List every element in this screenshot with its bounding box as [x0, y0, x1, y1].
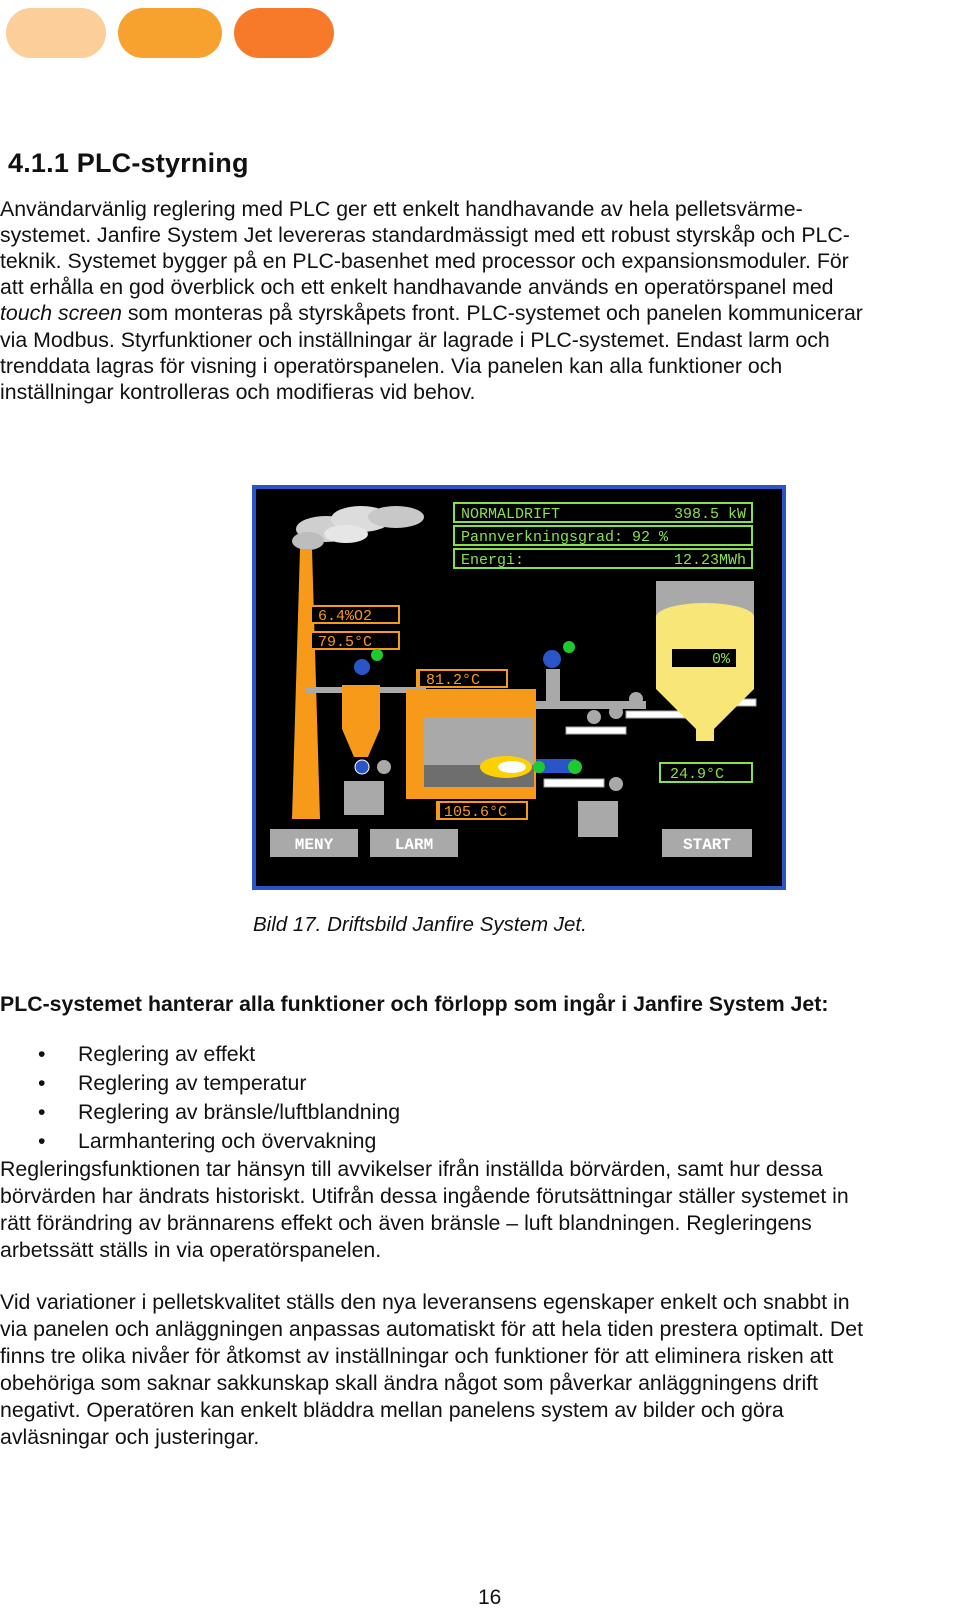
return-temp-value: 105.6°C	[444, 804, 508, 821]
intro-line: Användarvänlig reglering med PLC ger ett enkelt handhavande av hela pelletsvärme-	[0, 197, 803, 221]
intro-line: att erhålla en god överblick och ett enkelt handhavande används en operatörspanel med	[0, 275, 834, 299]
header-pill-light	[6, 8, 106, 58]
cyclone-separator	[342, 649, 391, 815]
status-label: NORMALDRIFT	[461, 506, 561, 523]
chimney	[292, 549, 320, 819]
list-item-text: Reglering av bränsle/luftblandning	[78, 1100, 401, 1124]
silo-level-value: 0%	[711, 651, 730, 668]
functions-list	[36, 1040, 400, 1156]
bullet-glyph: •	[38, 1071, 46, 1095]
bullet-glyph: •	[38, 1129, 46, 1153]
functions-heading: PLC-systemet hanterar alla funktioner och förlopp som ingår i Janfire System Jet:	[0, 992, 829, 1016]
list-item	[36, 1127, 400, 1156]
intro-line: trenddata lagras för visning i operatörspanelen. Via panelen kan alla funktioner och	[0, 354, 783, 378]
operator-panel-screenshot	[252, 485, 786, 890]
bullet-glyph: •	[38, 1042, 46, 1066]
intro-line: inställningar kontrolleras och modifieras vid behov.	[0, 380, 476, 404]
outdoor-temp-value: 24.9°C	[670, 766, 725, 783]
list-item-text: Reglering av effekt	[78, 1042, 256, 1066]
alarm-button-label: LARM	[394, 836, 434, 854]
section-heading: 4.1.1 PLC-styrning	[8, 148, 249, 178]
boiler	[406, 641, 582, 799]
alarm-button[interactable]	[370, 829, 458, 857]
ash-bin	[578, 801, 618, 837]
o2-value: 6.4%O2	[318, 608, 373, 625]
boiler-temp-value: 81.2°C	[426, 672, 481, 689]
list-item-text: Reglering av temperatur	[78, 1071, 307, 1095]
intro-italic-term: touch screen	[0, 301, 122, 325]
status-display	[454, 503, 752, 569]
figure-caption: Bild 17. Driftsbild Janfire System Jet.	[253, 913, 587, 936]
ash-conveyor	[544, 779, 604, 787]
intro-line: via Modbus. Styrfunktioner och inställningar är lagrade i PLC-systemet. Endast larm och	[0, 328, 830, 352]
paragraph-line: rätt förändring av brännarens effekt och även bränsle – luft blandningen. Regleringens	[0, 1211, 812, 1235]
intro-line-rest: som monteras på styrskåpets front. PLC-systemet och panelen kommunicerar	[121, 301, 863, 325]
chimney-smoke	[292, 506, 424, 550]
header-decoration	[4, 8, 344, 60]
paragraph-line: börvärden har ändrats historiskt. Utifrån dessa ingående förutsättningar ställer systemet in	[0, 1184, 849, 1208]
paragraph-line: negativt. Operatören kan enkelt bläddra mellan panelens system av bilder och göra	[0, 1398, 784, 1422]
header-pill-mid	[118, 8, 222, 58]
paragraph-line: Vid variationer i pelletskvalitet ställs den nya leveransens egenskaper enkelt och snabbt in	[0, 1290, 850, 1314]
page-number: 16	[478, 1586, 502, 1609]
energy-value: 12.23MWh	[673, 552, 746, 569]
list-item-text: Larmhantering och övervakning	[78, 1129, 377, 1153]
start-button[interactable]	[662, 829, 752, 857]
paragraph-line: via panelen och anläggningen anpassas automatiskt för att hela tiden prestera optimalt. Det	[0, 1317, 864, 1341]
list-item	[36, 1040, 400, 1069]
intro-line: teknik. Systemet bygger på en PLC-basenhet med processor och expansionsmoduler. För	[0, 249, 849, 273]
paragraph-line: avläsningar och justeringar.	[0, 1425, 260, 1449]
list-item	[36, 1069, 400, 1098]
list-item	[36, 1098, 400, 1127]
paragraph-line: Regleringsfunktionen tar hänsyn till avvikelser ifrån inställda börvärden, samt hur dessa	[0, 1157, 823, 1181]
menu-button-label: MENY	[294, 836, 334, 854]
paragraph-line: finns tre olika nivåer för åtkomst av inställningar och funktioner för att eliminera risken att	[0, 1344, 834, 1368]
menu-button[interactable]	[270, 829, 358, 857]
paragraph-line: obehöriga som saknar sakkunskap skall ändra något som påverkar anläggningens drift	[0, 1371, 819, 1395]
flue-temp-value: 79.5°C	[318, 634, 373, 651]
intro-line	[0, 300, 863, 327]
bullet-glyph: •	[38, 1100, 46, 1124]
paragraph-line: arbetssätt ställs in via operatörspanelen.	[0, 1238, 382, 1262]
start-button-label: START	[682, 836, 732, 854]
efficiency-value: Pannverkningsgrad: 92 %	[461, 529, 669, 546]
power-value: 398.5 kW	[673, 506, 746, 523]
header-pill-dark	[234, 8, 334, 58]
energy-label: Energi:	[461, 552, 525, 569]
intro-line: systemet. Janfire System Jet levereras standardmässigt med ett robust styrskåp och PLC-	[0, 223, 850, 247]
